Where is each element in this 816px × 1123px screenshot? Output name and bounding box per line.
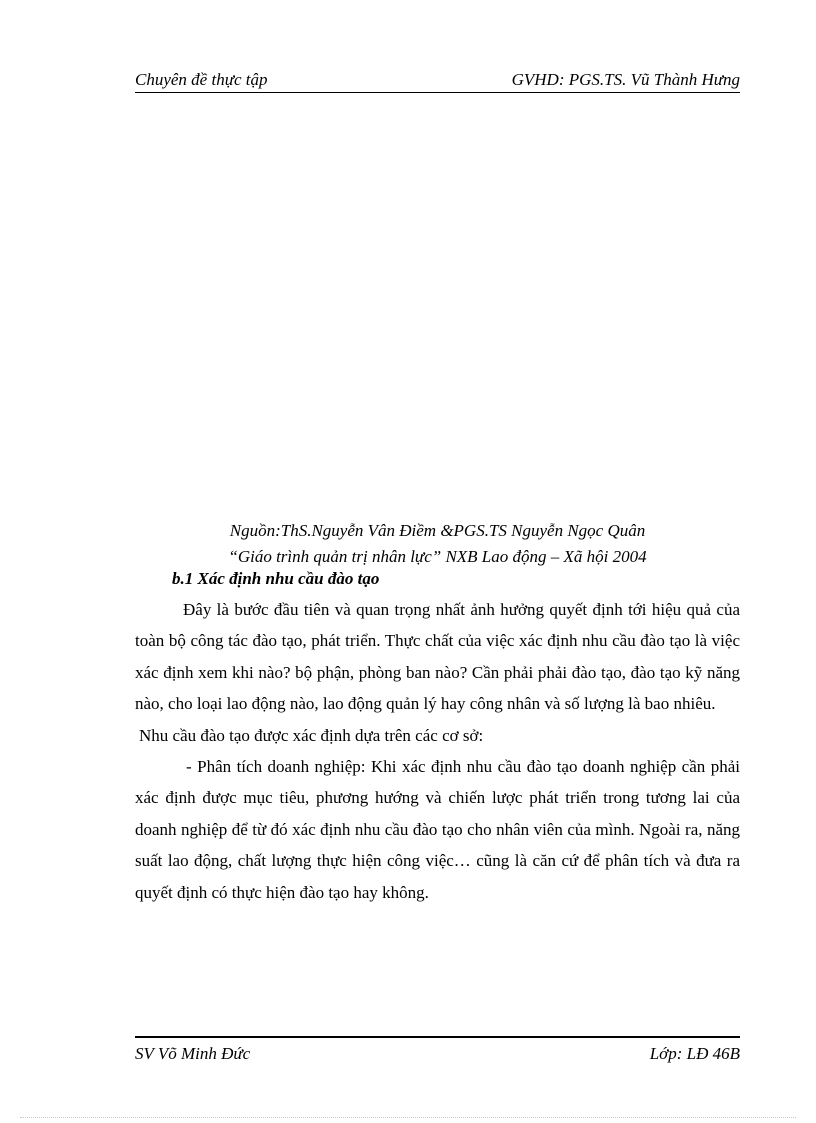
- footer-class: Lớp: LĐ 46B: [649, 1044, 740, 1063]
- page-footer: [135, 1042, 740, 1066]
- header-supervisor: GVHD: PGS.TS. Vũ Thành Hưng: [511, 70, 740, 89]
- body-text: [135, 594, 740, 908]
- figure-source-citation: [135, 518, 740, 570]
- source-book: “Giáo trình quản trị nhân lực” NXB Lao động – Xã hội 2004: [228, 547, 647, 566]
- footer-divider: [135, 1036, 740, 1038]
- page-edge-divider: [20, 1117, 796, 1118]
- paragraph: Nhu cầu đào tạo được xác định dựa trên các cơ sở:: [139, 725, 484, 745]
- header-document-type: Chuyên đề thực tập: [135, 70, 268, 89]
- footer-student-name: SV Võ Minh Đức: [135, 1044, 251, 1063]
- source-authors: Nguồn:ThS.Nguyễn Vân Điềm &PGS.TS Nguyễn Ngọc Quân: [229, 521, 646, 540]
- page-header: [135, 66, 740, 93]
- section-heading: b.1 Xác định nhu cầu đào tạo: [172, 569, 380, 588]
- paragraph: Đây là bước đầu tiên và quan trọng nhất ảnh hưởng quyết định tới hiệu quả của toàn bộ công tác đào tạo, phát triển. Thực chất của việc xác định nhu cầu đào tạo là việc xác định xem khi nào? bộ phận, phòng ban nào? Cần phải phải đào tạo, đào tạo kỹ năng nào, cho loại lao động nào, lao động quản lý hay công nhân và số lượng là bao nhiêu.: [135, 600, 740, 714]
- paragraph: - Phân tích doanh nghiệp: Khi xác định nhu cầu đào tạo doanh nghiệp cần phải xác định được mục tiêu, phương hướng và chiến lược phát triển trong tương lai của doanh nghiệp để từ đó xác định nhu cầu đào tạo cho nhân viên của mình. Ngoài ra, năng suất lao động, chất lượng thực hiện công việc… cũng là căn cứ để phân tích và đưa ra quyết định có thực hiện đào tạo hay không.: [135, 757, 740, 902]
